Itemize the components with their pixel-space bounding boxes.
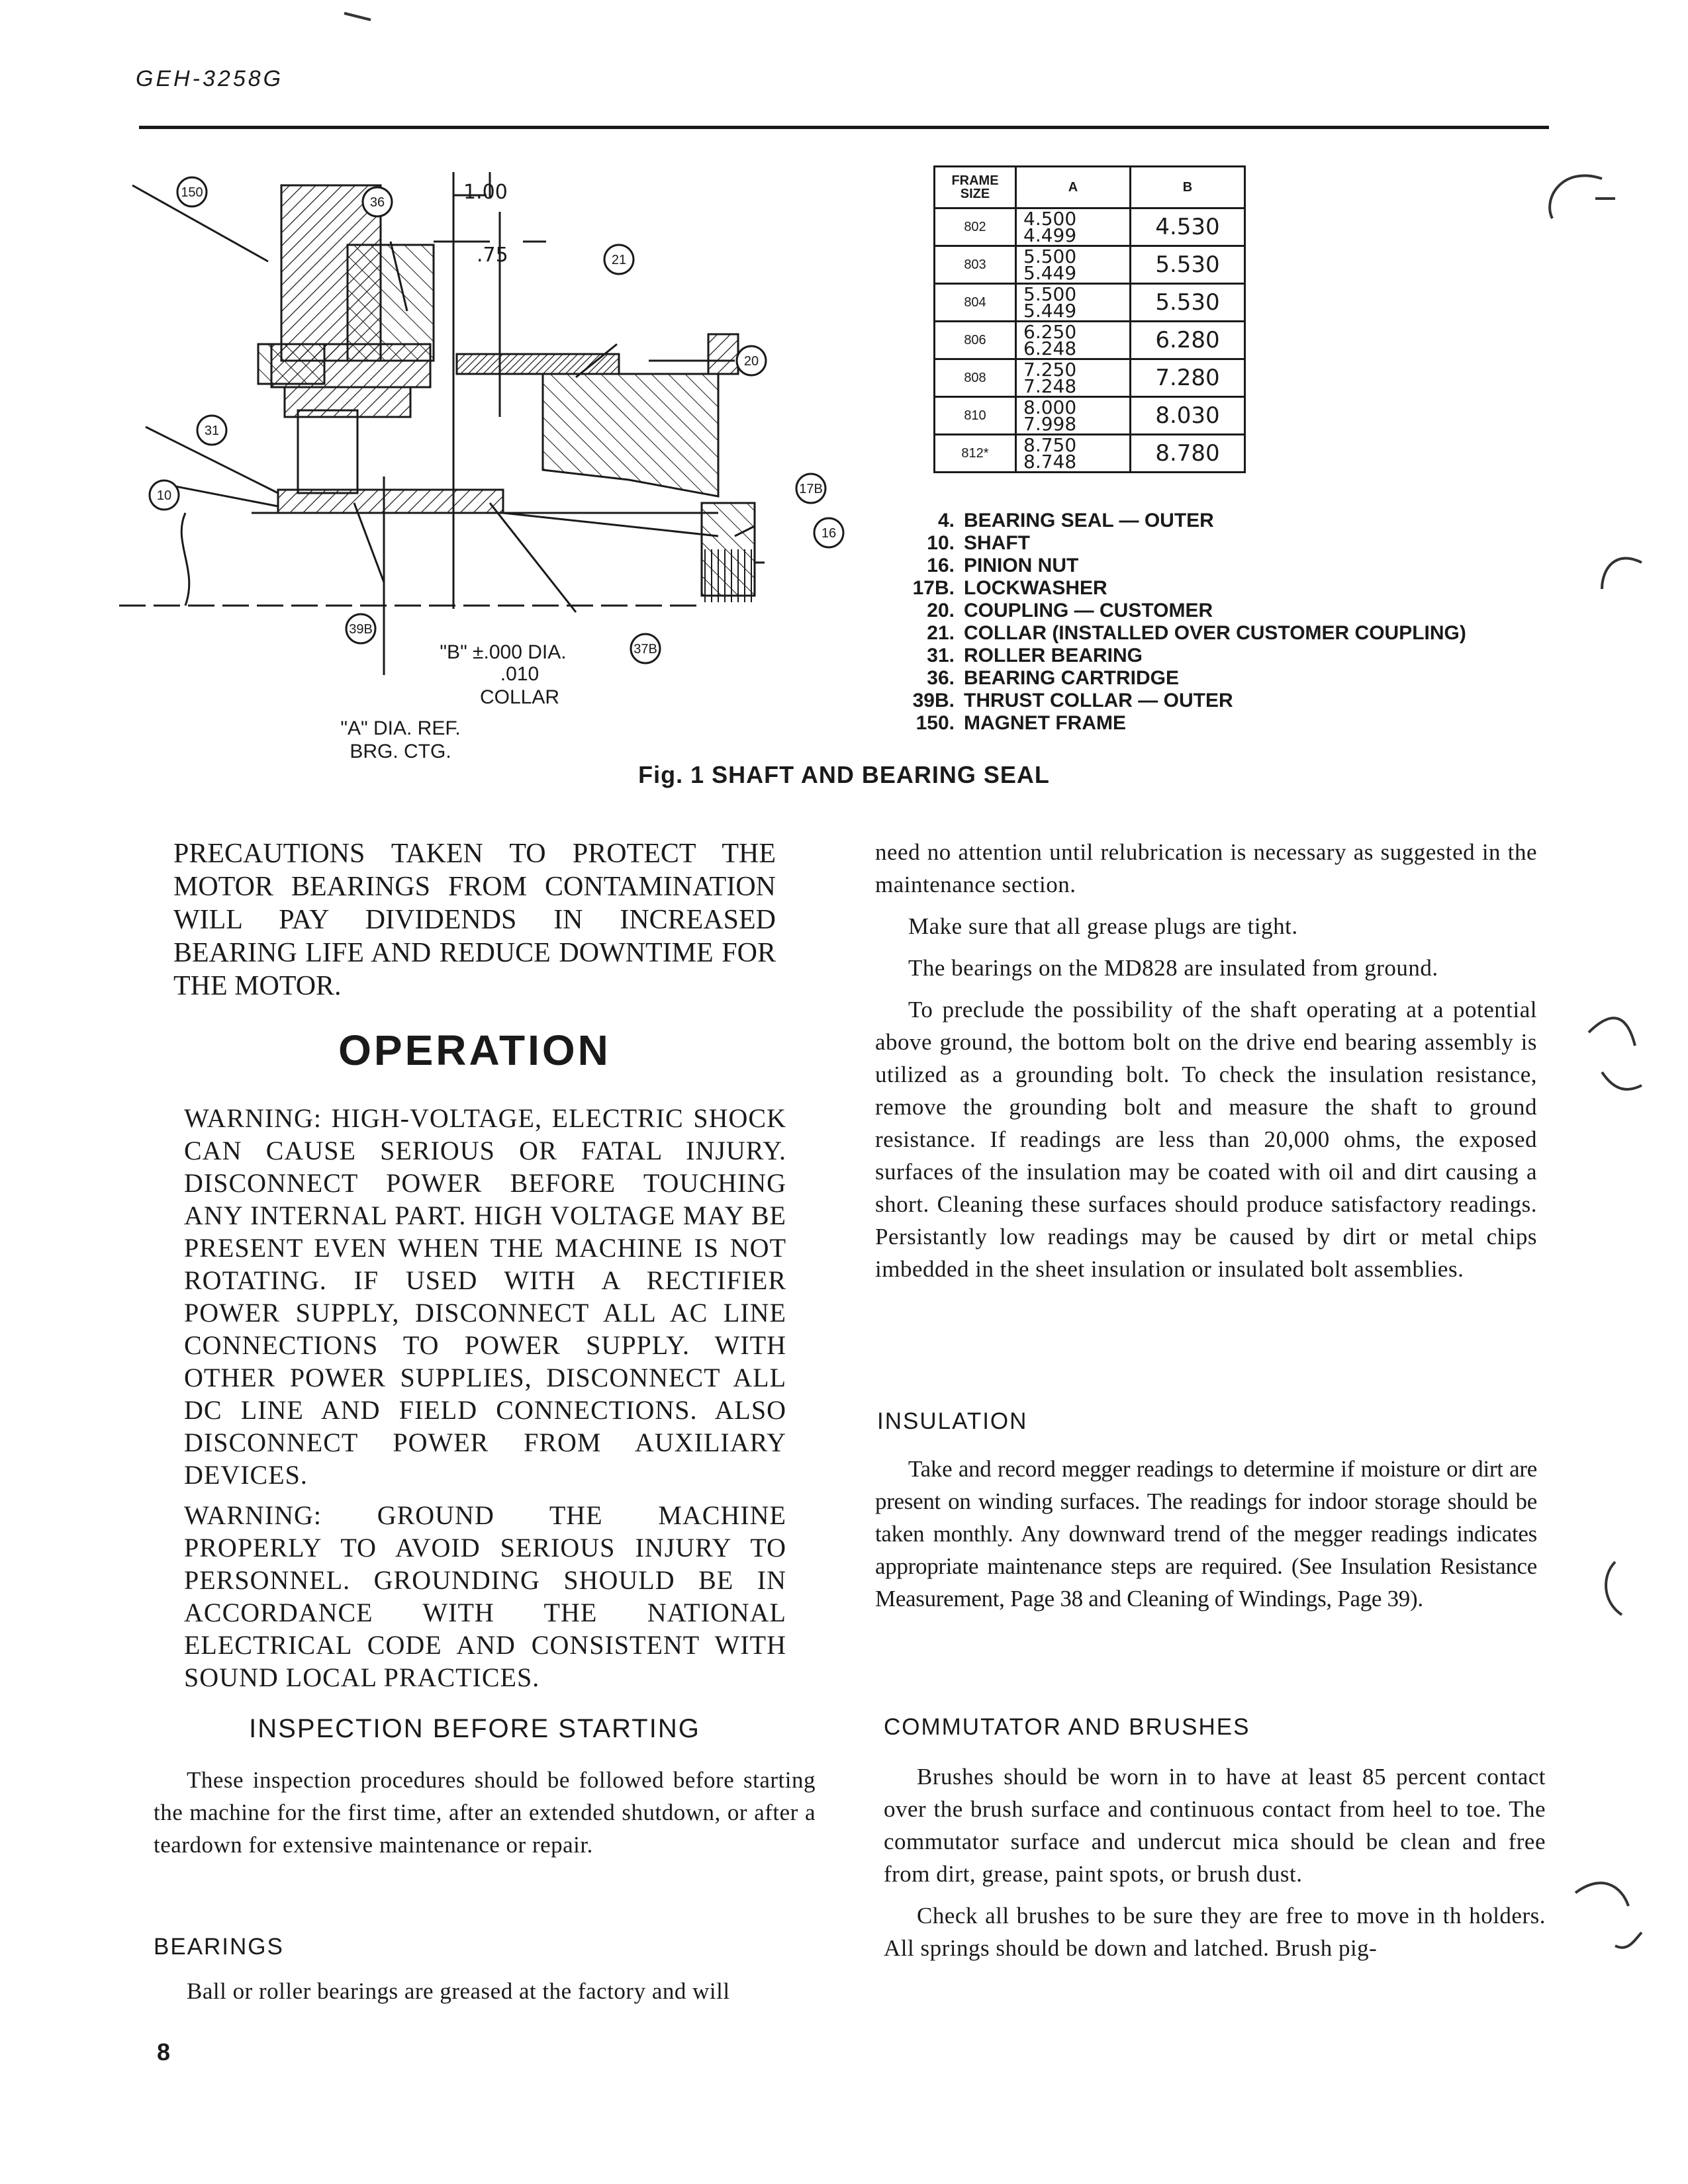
table-row [935, 208, 1245, 246]
callout-10 [150, 480, 179, 510]
roller-bearing-shape [298, 410, 357, 493]
legend-item [900, 667, 1466, 690]
svg-text:20: 20 [743, 354, 759, 369]
a-max: 4.500 [1023, 208, 1077, 230]
legend-text: THRUST COLLAR — OUTER [964, 690, 1233, 711]
svg-text:36: 36 [369, 195, 385, 210]
legend-item [900, 600, 1466, 622]
b-dimension-cell: 4.530 [1131, 208, 1245, 246]
callout-16 [814, 518, 843, 547]
svg-text:16: 16 [821, 526, 837, 541]
b-dimension-cell: 7.280 [1131, 359, 1245, 397]
paragraph-relubrication: need no attention until relubrication is necessary as suggested in the maintenance section. [875, 839, 1537, 897]
a-dimension-cell [1016, 359, 1131, 397]
a-max: 8.750 [1023, 434, 1077, 456]
table-row [935, 397, 1245, 435]
header-a: A [1016, 167, 1131, 208]
table-row [935, 284, 1245, 322]
warning-ground: WARNING: GROUND THE MACHINE PROPERLY TO AVOID SERIOUS INJURY TO PERSONNEL. GROUNDING SHOULD BE IN ACCORDANCE WITH THE NATIONAL ELECTRICAL CODE AND CONSISTENT WITH SOUND LOCAL PRACTICES. [184, 1500, 786, 1692]
callout-37B [631, 634, 660, 663]
document-id: GEH-3258G [136, 66, 284, 91]
commutator-heading: COMMUTATOR AND BRUSHES [884, 1714, 1250, 1740]
inspection-heading: INSPECTION BEFORE STARTING [249, 1714, 700, 1743]
b-tol-label: .010 [500, 663, 539, 685]
svg-text:37B: 37B [633, 642, 657, 657]
frame-size-cell: 810 [935, 397, 1016, 435]
inspection-paragraph: These inspection procedures should be followed before starting the machine for the first time, after an extended shutdown, or after a teardown for extensive maintenance or repair. [154, 1767, 816, 1858]
header-rule [139, 126, 1549, 129]
legend-number: 4. [937, 510, 955, 531]
a-max: 8.000 [1023, 396, 1077, 418]
legend-item [900, 555, 1466, 577]
legend-item [900, 645, 1466, 667]
commutator-paragraphs [884, 1760, 1546, 1974]
legend-number: 16. [927, 555, 955, 576]
legend-number: 20. [927, 600, 955, 621]
b-dimension-cell: 8.780 [1131, 435, 1245, 473]
table-row [935, 322, 1245, 359]
warning-shock: WARNING: HIGH-VOLTAGE, ELECTRIC SHOCK CAN CAUSE SERIOUS OR FATAL INJURY. DISCONNECT POWER BEFORE TOUCHING ANY INTERNAL PART. HIGH VOLTAGE MAY BE PRESENT EVEN WHEN THE MACHINE IS NOT ROTATING. IF USED WITH A RECTIFIER POWER SUPPLY, DISCONNECT ALL AC LINE CONNECTIONS TO POWER SUPPLY. WITH OTHER POWER SUPPLIES, DISCONNECT ALL DC LINE AND FIELD CONNECTIONS. ALSO DISCONNECT POWER FROM AUXILIARY DEVICES. [184, 1103, 786, 1490]
b-dimension-cell: 8.030 [1131, 397, 1245, 435]
legend-number: 21. [927, 622, 955, 644]
frame-dimension-table [933, 165, 1246, 473]
coupling-shape [543, 374, 718, 496]
legend-item [900, 712, 1466, 735]
legend-text: LOCKWASHER [964, 577, 1107, 599]
insulation-paragraph: Take and record megger readings to determine if moisture or dirt are present on winding surfaces. The readings for indoor storage should be taken monthly. Any downward trend of the megger readings indicates appropriate maintenance steps are required. (See Insulation Resistance Measurement, Page 38 and Cleaning of Windings, Page 39). [875, 1456, 1537, 1612]
legend-text: BEARING CARTRIDGE [964, 667, 1180, 689]
a-max: 5.500 [1023, 283, 1077, 305]
pinion-nut-shape [702, 503, 755, 596]
b-dimension-cell: 5.530 [1131, 246, 1245, 284]
insulation-heading: INSULATION [877, 1408, 1028, 1434]
parts-legend [900, 510, 1466, 735]
svg-text:150: 150 [181, 185, 203, 200]
callout-36 [363, 187, 392, 216]
a-max: 7.250 [1023, 359, 1077, 381]
a-dimension-cell [1016, 435, 1131, 473]
legend-item [900, 532, 1466, 555]
precautions-text: PRECAUTIONS TAKEN TO PROTECT THE MOTOR BEARINGS FROM CONTAMINATION WILL PAY DIVIDENDS IN INCREASED BEARING LIFE AND REDUCE DOWNTIME FOR THE MOTOR. [173, 839, 776, 1001]
legend-item [900, 622, 1466, 645]
svg-text:21: 21 [611, 253, 627, 267]
legend-text: PINION NUT [964, 555, 1079, 576]
frame-size-cell: 808 [935, 359, 1016, 397]
a-min: 5.449 [1023, 300, 1077, 322]
callout-39B [346, 614, 375, 643]
a-min: 8.748 [1023, 451, 1077, 473]
header-frame-size: FRAME SIZE [935, 167, 1016, 208]
legend-text: MAGNET FRAME [964, 712, 1126, 734]
a-max: 5.500 [1023, 246, 1077, 267]
frame-size-cell: 812* [935, 435, 1016, 473]
a-dia-label: "A" DIA. REF. [340, 717, 461, 739]
legend-number: 17B. [912, 577, 955, 599]
header-b: B [1131, 167, 1245, 208]
b-dimension-cell: 5.530 [1131, 284, 1245, 322]
paragraph-grease-plugs: Make sure that all grease plugs are tight. [908, 913, 1298, 939]
legend-number: 31. [927, 645, 955, 666]
figure-caption: Fig. 1 SHAFT AND BEARING SEAL [638, 761, 1050, 788]
legend-number: 39B. [912, 690, 955, 711]
paragraph-grounding: To preclude the possibility of the shaft operating at a potential above ground, the bottom bolt on the drive end bearing assembly is utilized as a grounding bolt. To check the insulation resistance, remove the grounding bolt and measure the shaft to ground resistance. If readings are less than 20,000 ohms, the exposed surfaces of the insulation may be coated with oil and dirt causing a short. Cleaning these surfaces should produce satisfactory readings. Persistantly low readings may be caused by dirt or metal chips imbedded in the sheet insulation or insulated bolt assemblies. [875, 997, 1537, 1282]
page-number: 8 [157, 2038, 171, 2066]
callout-31 [197, 416, 226, 445]
operation-heading: OPERATION [338, 1026, 611, 1074]
a-dimension-cell [1016, 397, 1131, 435]
paragraph-brush-wear: Brushes should be worn in to have at least 85 percent contact over the brush surface and continuous contact from heel to toe. The commutator surface and undercut mica should be clean and free from dirt, grease, paint spots, or brush dust. [884, 1764, 1546, 1887]
frame-size-cell: 802 [935, 208, 1016, 246]
callout-21 [604, 245, 633, 274]
frame-size-cell: 804 [935, 284, 1016, 322]
svg-text:39B: 39B [349, 622, 373, 637]
callout-20 [737, 346, 766, 375]
legend-text: COUPLING — CUSTOMER [964, 600, 1213, 621]
b-dimension-cell: 6.280 [1131, 322, 1245, 359]
svg-text:17B: 17B [799, 482, 823, 496]
paragraph-insulated: The bearings on the MD828 are insulated from ground. [908, 955, 1438, 981]
callout-150 [177, 177, 207, 206]
a-min: 7.998 [1023, 413, 1077, 435]
bearings-paragraph: Ball or roller bearings are greased at the factory and will [187, 1978, 730, 2004]
a-dimension-cell [1016, 246, 1131, 284]
collar-shape [457, 354, 619, 374]
a-dimension-cell [1016, 284, 1131, 322]
paragraph-brush-check: Check all brushes to be sure they are free to move in th holders. All springs should be down and latched. Brush pig- [884, 1903, 1546, 1961]
legend-item [900, 690, 1466, 712]
legend-text: ROLLER BEARING [964, 645, 1143, 666]
legend-number: 10. [927, 532, 955, 554]
bearings-continued [875, 836, 1537, 1295]
brg-ctg-label: BRG. CTG. [350, 741, 451, 762]
legend-item [900, 577, 1466, 600]
dim-0-75: .75 [477, 244, 508, 267]
a-min: 5.449 [1023, 262, 1077, 284]
legend-text: COLLAR (INSTALLED OVER CUSTOMER COUPLING) [964, 622, 1466, 644]
svg-text:31: 31 [204, 424, 220, 438]
legend-text: SHAFT [964, 532, 1030, 554]
svg-text:10: 10 [156, 488, 172, 503]
a-dimension-cell [1016, 322, 1131, 359]
bearings-heading: BEARINGS [154, 1934, 284, 1960]
frame-size-cell: 806 [935, 322, 1016, 359]
table-row [935, 246, 1245, 284]
legend-number: 150. [915, 712, 955, 734]
a-max: 6.250 [1023, 321, 1077, 343]
a-dimension-cell [1016, 208, 1131, 246]
shaft-bearing-diagram [119, 146, 914, 794]
b-dia-label: "B" ±.000 DIA. [440, 641, 567, 663]
legend-text: BEARING SEAL — OUTER [964, 510, 1214, 531]
frame-size-cell: 803 [935, 246, 1016, 284]
table-row [935, 359, 1245, 397]
a-min: 7.248 [1023, 375, 1077, 397]
legend-number: 36. [927, 667, 955, 689]
legend-item [900, 510, 1466, 532]
collar-label: COLLAR [479, 686, 560, 708]
a-min: 6.248 [1023, 338, 1077, 359]
callout-17B [796, 474, 825, 503]
dim-1-00: 1.00 [463, 181, 508, 204]
a-min: 4.499 [1023, 224, 1077, 246]
table-row [935, 435, 1245, 473]
